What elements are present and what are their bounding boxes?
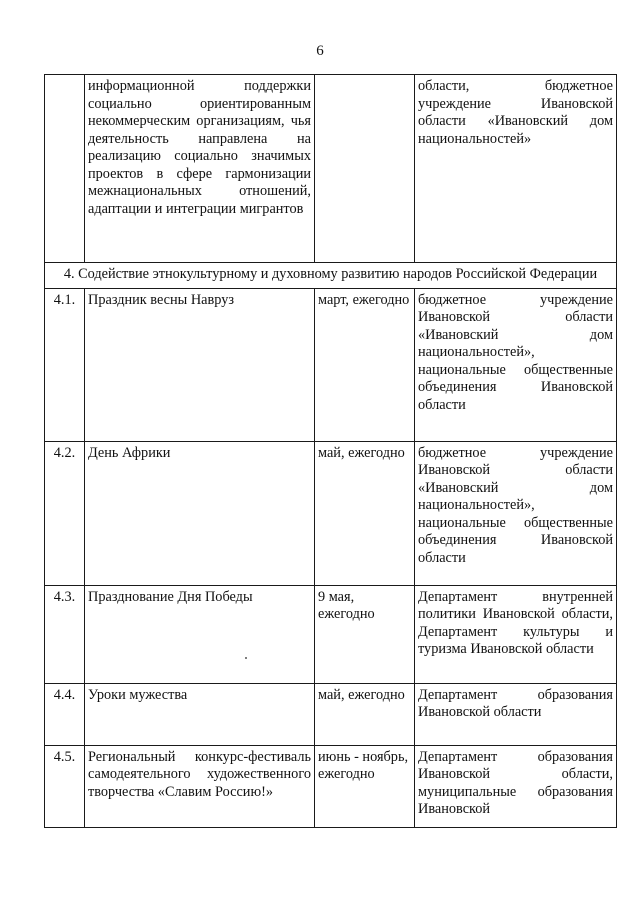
row-number-cell [45,75,85,263]
event-executor-cell: Департамент образования Ивановской области [415,683,617,745]
event-executor-cell: Департамент внутренней политики Ивановской области, Департамент культуры и туризма Ивановской области [415,585,617,683]
event-term-cell: май, ежегодно [315,441,415,585]
row-number-cell: 4.4. [45,683,85,745]
event-term-cell: март, ежегодно [315,288,415,441]
event-term-cell: май, ежегодно [315,683,415,745]
section-heading: 4. Содействие этнокультурному и духовному развитию народов Российской Федерации [45,263,617,289]
event-term-cell: 9 мая, ежегодно [315,585,415,683]
events-plan-table [44,74,617,828]
table-row-continued [45,75,617,263]
event-name-cell: Празднование Дня Победы [85,585,315,683]
table-row [45,683,617,745]
page-number: 6 [316,43,324,59]
event-executor-cell: бюджетное учреждение Ивановской области «Ивановский дом национальностей», национальные общественные объединения Ивановской области [415,441,617,585]
event-term-cell [315,75,415,263]
event-name-cell: Праздник весны Навруз [85,288,315,441]
event-executor-cell: бюджетное учреждение Ивановской области «Ивановский дом национальностей», национальные общественные объединения Ивановской области [415,288,617,441]
section-heading-row [45,263,617,289]
event-name-cell: Уроки мужества [85,683,315,745]
scan-speck [245,657,247,659]
event-name-cell: Региональный конкурс-фестиваль самодеятельного художественного творчества «Славим Россию!» [85,745,315,827]
row-number-cell: 4.2. [45,441,85,585]
table-row [45,288,617,441]
table-row [45,441,617,585]
row-number-cell: 4.1. [45,288,85,441]
row-number-cell: 4.5. [45,745,85,827]
event-executor-cell: области, бюджетное учреждение Ивановской области «Ивановский дом национальностей» [415,75,617,263]
event-name-cell: День Африки [85,441,315,585]
event-term-cell: июнь - ноябрь, ежегодно [315,745,415,827]
table-row [45,745,617,827]
event-executor-cell: Департамент образования Ивановской области, муниципальные образования Ивановской [415,745,617,827]
row-number-cell: 4.3. [45,585,85,683]
table-row [45,585,617,683]
event-name-cell: информационной поддержки социально ориентированным некоммерческим организациям, чья деятельность направлена на реализацию социально значимых проектов в сфере гармонизации межнациональных отношений, адаптации и интеграции мигрантов [85,75,315,263]
